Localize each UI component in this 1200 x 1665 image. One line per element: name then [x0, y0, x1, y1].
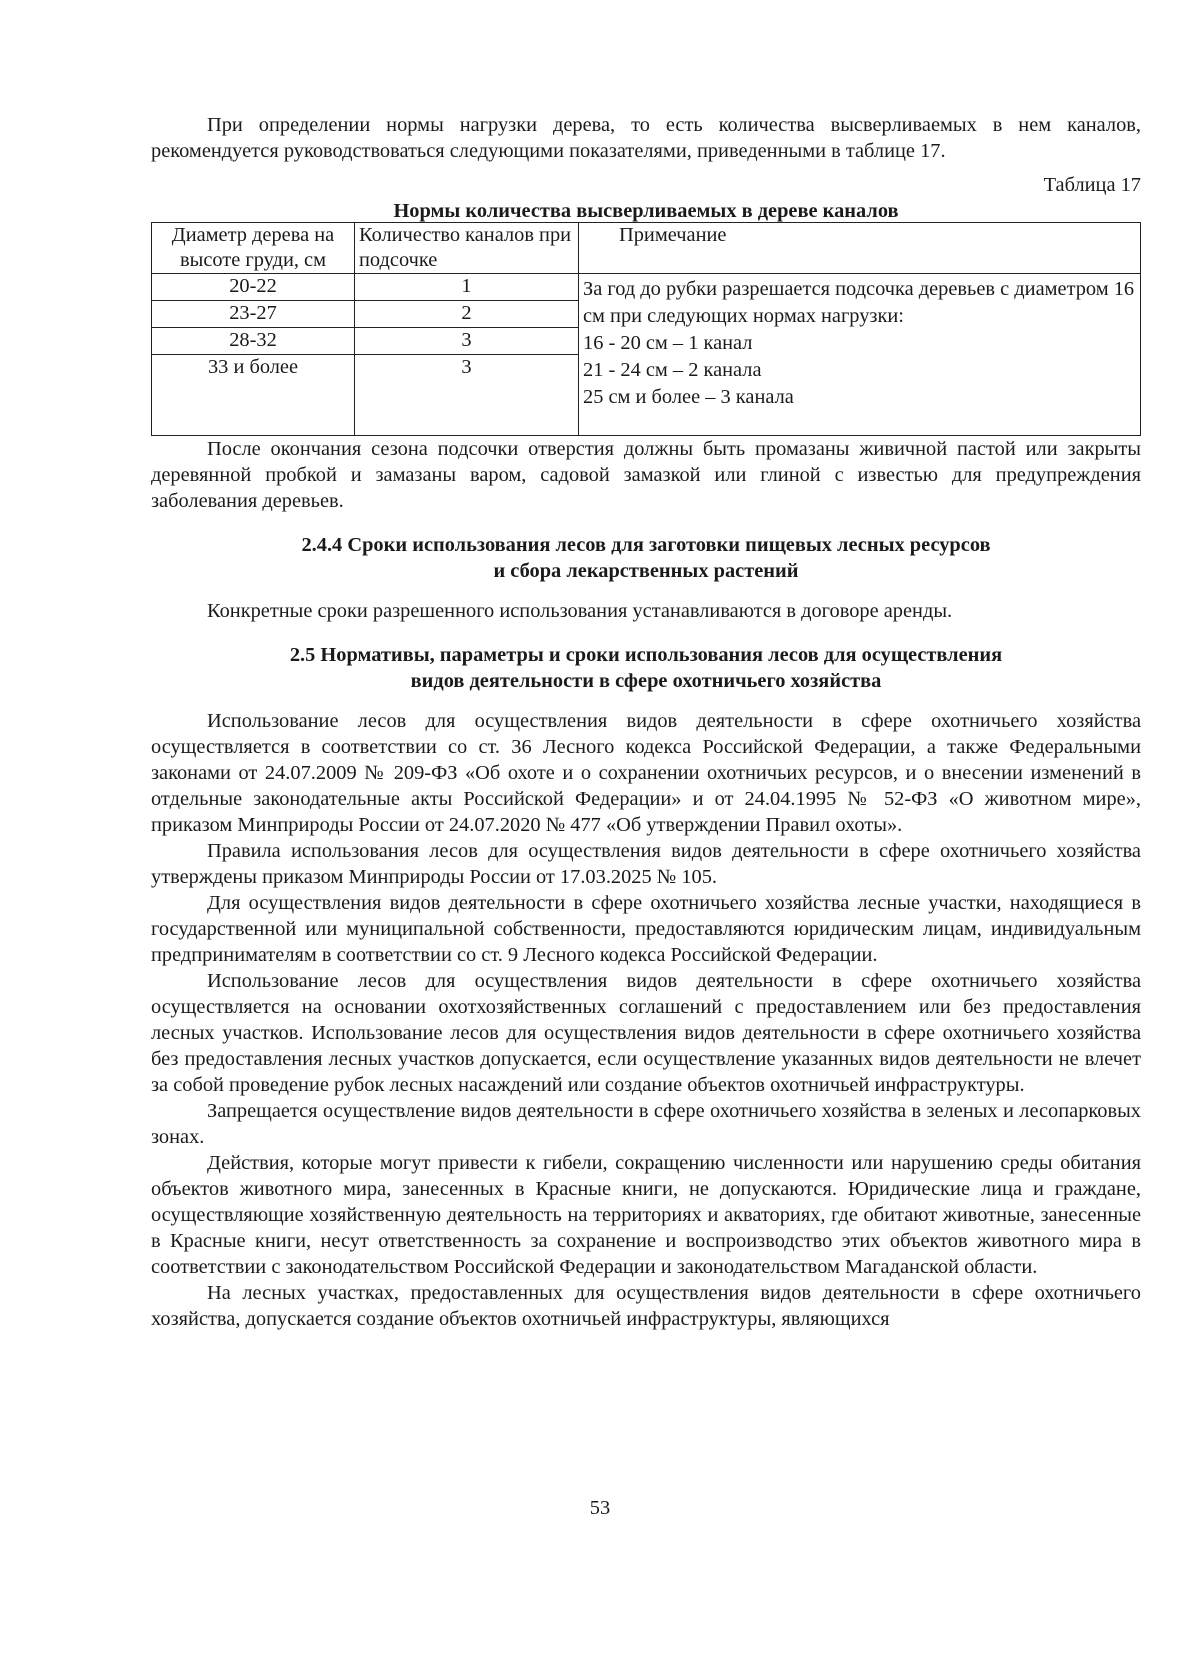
- cell-note: [579, 274, 1141, 436]
- heading-line: 2.4.4 Сроки использования лесов для заготовки пищевых лесных ресурсов: [301, 534, 991, 556]
- cell-channels: 2: [355, 301, 579, 328]
- section-2-4-4-heading: [151, 532, 1141, 584]
- header-diameter: Диаметр дерева на высоте груди, см: [152, 223, 355, 274]
- note-line: 21 - 24 см – 2 канала: [583, 359, 762, 381]
- note-line: За год до рубки разрешается подсочка деревьев с диаметром 16 см при следующих нормах нагрузки:: [583, 278, 1135, 327]
- heading-line: 2.5 Нормативы, параметры и сроки использования лесов для осуществления: [289, 644, 1003, 666]
- section-2-5-heading: [151, 642, 1141, 694]
- body-paragraph: Запрещается осуществление видов деятельности в сфере охотничьего хозяйства в зеленых и лесопарковых зонах.: [151, 1100, 1141, 1148]
- heading-line: видов деятельности в сфере охотничьего хозяйства: [410, 670, 882, 692]
- body-paragraph: На лесных участках, предоставленных для осуществления видов деятельности в сфере охотничьего хозяйства, допускается создание объектов охотничьей инфраструктуры, являющихся: [151, 1282, 1141, 1330]
- header-channels: Количество каналов при подсочке: [355, 223, 579, 274]
- body-paragraph: Действия, которые могут привести к гибели, сокращению численности или нарушению среды обитания объектов животного мира, занесенных в Красные книги, не допускаются. Юридические лица и граждане, осуществляющие хозяйственную деятельность на территориях и акваториях, где обитают животные, занесенные в Красные книги, несут ответственность за сохранение и воспроизводство этих объектов животного мира в соответствии с законодательством Российской Федерации и законодательством Магаданской области.: [151, 1152, 1141, 1278]
- body-paragraph: Использование лесов для осуществления видов деятельности в сфере охотничьего хозяйства осуществляется на основании охотхозяйственных соглашений с предоставлением или без предоставления лесных участков. Использование лесов для осуществления видов деятельности в сфере охотничьего хозяйства без предоставления лесных участков допускается, если осуществление указанных видов деятельности не влечет за собой проведение рубок лесных насаждений или создание объектов охотничьей инфраструктуры.: [151, 970, 1141, 1096]
- note-line: 25 см и более – 3 канала: [583, 386, 794, 408]
- heading-line: и сбора лекарственных растений: [493, 560, 799, 582]
- cell-channels: 3: [355, 355, 579, 436]
- table-header-row: [152, 223, 1141, 274]
- header-note: Примечание: [579, 223, 1141, 274]
- norms-table: [151, 222, 1141, 436]
- table-title: Нормы количества высверливаемых в дереве каналов: [393, 200, 899, 222]
- after-table-paragraph: После окончания сезона подсочки отверстия должны быть промазаны живичной пастой или закрыты деревянной пробкой и замазаны варом, садовой замазкой или глиной с известью для предупреждения заболевания деревьев.: [151, 438, 1141, 512]
- intro-paragraph: При определении нормы нагрузки дерева, то есть количества высверливаемых в нем каналов, рекомендуется руководствоваться следующими показателями, приведенными в таблице 17.: [151, 114, 1141, 162]
- page-number: 53: [589, 1497, 611, 1519]
- body-paragraph: Правила использования лесов для осуществления видов деятельности в сфере охотничьего хозяйства утверждены приказом Минприроды России от 17.03.2025 № 105.: [151, 840, 1141, 888]
- cell-diameter: 23-27: [152, 301, 355, 328]
- cell-diameter: 20-22: [152, 274, 355, 301]
- table-row: [152, 274, 1141, 301]
- cell-diameter: 28-32: [152, 328, 355, 355]
- cell-diameter: 33 и более: [152, 355, 355, 436]
- body-paragraph: Для осуществления видов деятельности в сфере охотничьего хозяйства лесные участки, находящиеся в государственной или муниципальной собственности, предоставляются юридическим лицам, индивидуальным предпринимателям в соответствии со ст. 9 Лесного кодекса Российской Федерации.: [151, 892, 1141, 966]
- cell-channels: 1: [355, 274, 579, 301]
- document-page: [151, 112, 1141, 1332]
- note-line: 16 - 20 см – 1 канал: [583, 332, 753, 354]
- body-paragraph: Использование лесов для осуществления видов деятельности в сфере охотничьего хозяйства осуществляется в соответствии со ст. 36 Лесного кодекса Российской Федерации, а также Федеральными законами от 24.07.2009 № 209-ФЗ «Об охоте и о сохранении охотничьих ресурсов, и о внесении изменений в отдельные законодательные акты Российской Федерации» и от 24.04.1995 № 52-ФЗ «О животном мире», приказом Минприроды России от 24.07.2020 № 477 «Об утверждении Правил охоты».: [151, 710, 1141, 836]
- cell-channels: 3: [355, 328, 579, 355]
- table-label: Таблица 17: [1043, 174, 1141, 196]
- section-2-4-4-text: Конкретные сроки разрешенного использования устанавливаются в договоре аренды.: [207, 600, 953, 622]
